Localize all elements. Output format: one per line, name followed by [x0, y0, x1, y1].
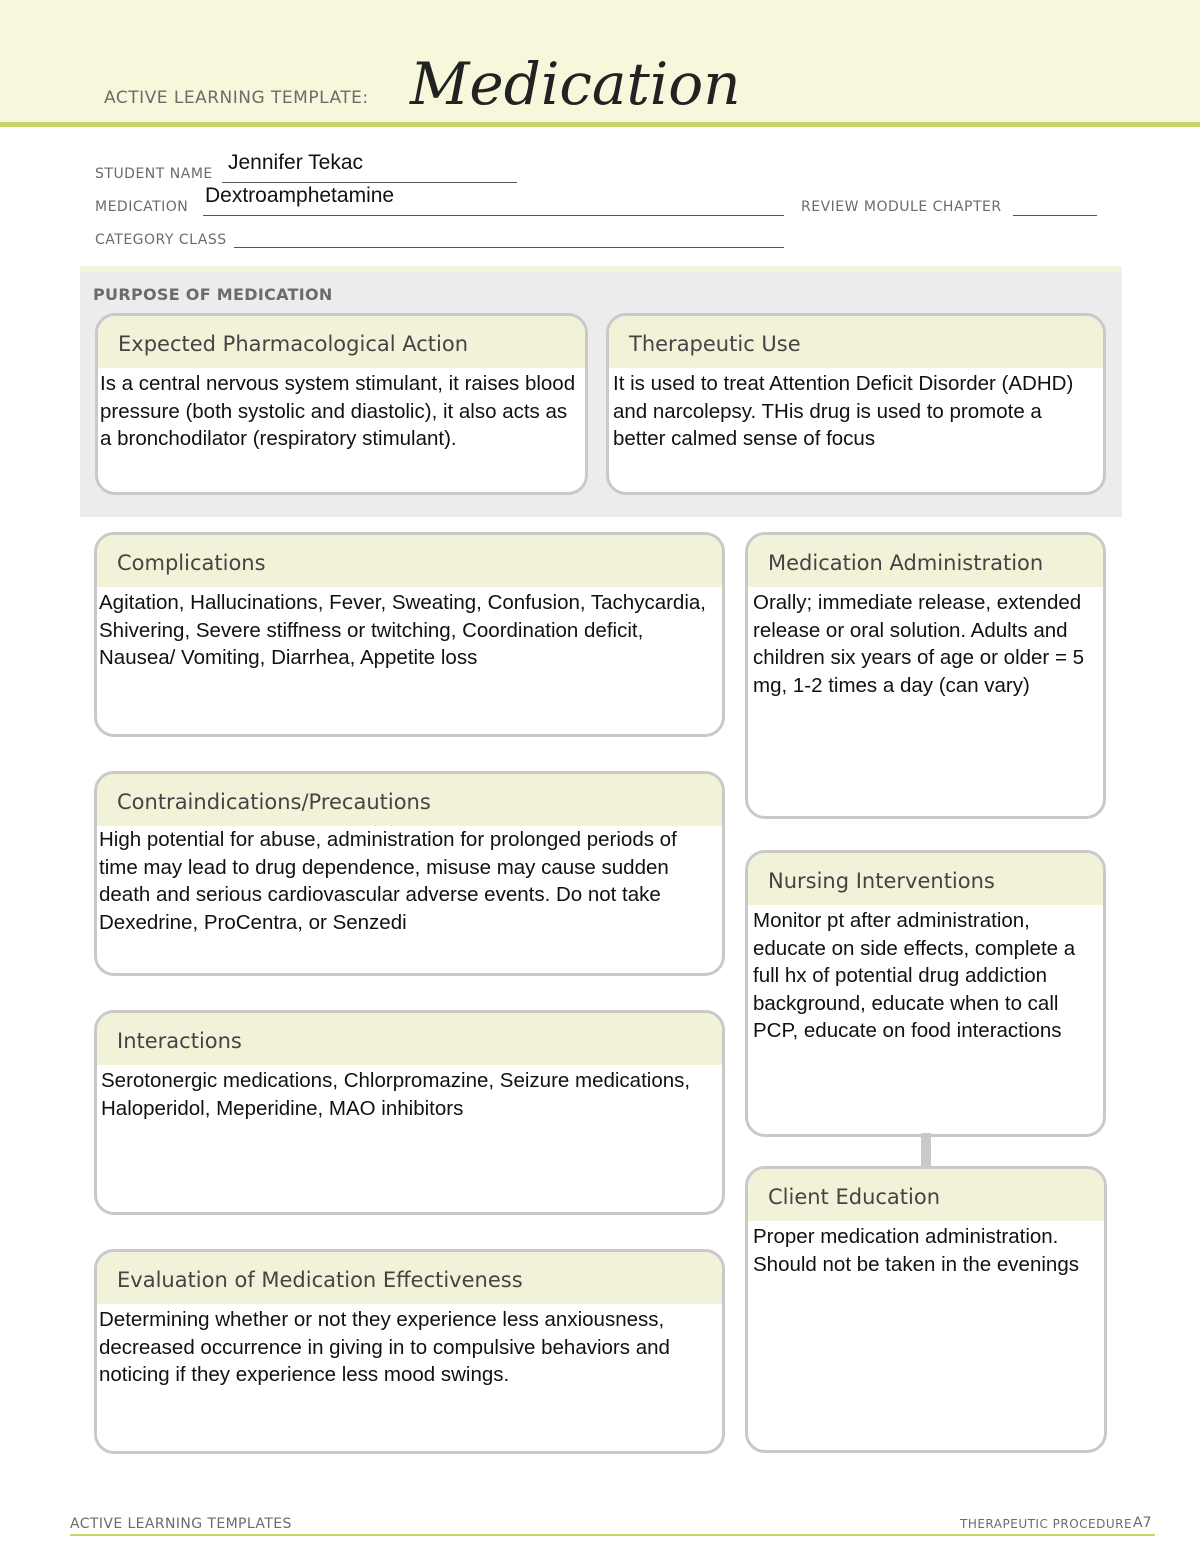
complications-box — [94, 532, 725, 737]
complications-text[interactable]: Agitation, Hallucinations, Fever, Sweating, Confusion, Tachycardia, Shivering, Severe stiffness or twitching, Coordination deficit, Nausea/ Vomiting, Diarrhea, Appetite loss — [99, 591, 706, 669]
medication-label: MEDICATION — [95, 199, 189, 215]
nursing-box — [745, 850, 1106, 1137]
administration-box — [745, 532, 1106, 819]
client-education-text[interactable]: Proper medication administration. Should not be taken in the evenings — [753, 1225, 1079, 1276]
expected-action-text[interactable]: Is a central nervous system stimulant, it raises blood pressure (both systolic and diastolic), it also acts as a bronchodilator (respiratory stimulant). — [100, 372, 576, 450]
connector-line — [921, 1133, 931, 1167]
complications-title: Complications — [97, 535, 722, 587]
interactions-box — [94, 1010, 725, 1215]
footer-rule — [70, 1534, 1155, 1536]
client-education-box — [745, 1166, 1107, 1453]
contraindications-text[interactable]: High potential for abuse, administration for prolonged periods of time may lead to drug dependence, misuse may cause sudden death and serious cardiovascular adverse events. Do not take Dexedrine, ProCentra, or Senzedi — [99, 828, 677, 934]
category-class-label: CATEGORY CLASS — [95, 232, 227, 248]
category-class-line — [234, 247, 784, 248]
interactions-text[interactable]: Serotonergic medications, Chlorpromazine, Seizure medications, Haloperidol, Meperidine, MAO inhibitors — [101, 1069, 691, 1120]
footer-right: THERAPEUTIC PROCEDURE — [960, 1517, 1133, 1531]
evaluation-text[interactable]: Determining whether or not they experience less anxiousness, decreased occurrence in giving in to compulsive behaviors and noticing if they experience less mood swings. — [99, 1308, 670, 1386]
nursing-text[interactable]: Monitor pt after administration, educate on side effects, complete a full hx of potential drug addiction background, educate when to call PCP, educate on food interactions — [753, 909, 1076, 1042]
contraindications-box — [94, 771, 725, 976]
student-name-field[interactable]: Jennifer Tekac — [228, 151, 364, 174]
therapeutic-use-box — [606, 313, 1106, 495]
expected-action-title: Expected Pharmacological Action — [98, 316, 585, 368]
interactions-title: Interactions — [97, 1013, 722, 1065]
contraindications-title: Contraindications/Precautions — [97, 774, 722, 826]
medication-field[interactable]: Dextroamphetamine — [205, 184, 395, 207]
purpose-label: PURPOSE OF MEDICATION — [93, 285, 333, 304]
student-name-label: STUDENT NAME — [95, 166, 213, 182]
template-label: ACTIVE LEARNING TEMPLATE: — [104, 88, 369, 108]
therapeutic-use-title: Therapeutic Use — [609, 316, 1103, 368]
review-module-label: REVIEW MODULE CHAPTER — [801, 199, 1002, 215]
evaluation-box — [94, 1249, 725, 1454]
client-education-title: Client Education — [748, 1169, 1104, 1221]
medication-line — [203, 215, 784, 216]
therapeutic-use-text[interactable]: It is used to treat Attention Deficit Disorder (ADHD) and narcolepsy. THis drug is used to promote a better calmed sense of focus — [613, 372, 1074, 450]
review-module-line — [1013, 215, 1097, 216]
student-name-line — [222, 182, 517, 183]
expected-action-box — [95, 313, 588, 495]
evaluation-title: Evaluation of Medication Effectiveness — [97, 1252, 722, 1304]
header-rule — [0, 122, 1200, 127]
page-title: Medication — [410, 50, 741, 118]
nursing-title: Nursing Interventions — [748, 853, 1103, 905]
footer-left: ACTIVE LEARNING TEMPLATES — [70, 1516, 292, 1532]
page-number: A7 — [1133, 1515, 1152, 1531]
administration-title: Medication Administration — [748, 535, 1103, 587]
administration-text[interactable]: Orally; immediate release, extended release or oral solution. Adults and children six years of age or older = 5 mg, 1-2 times a day (can vary) — [753, 591, 1085, 697]
